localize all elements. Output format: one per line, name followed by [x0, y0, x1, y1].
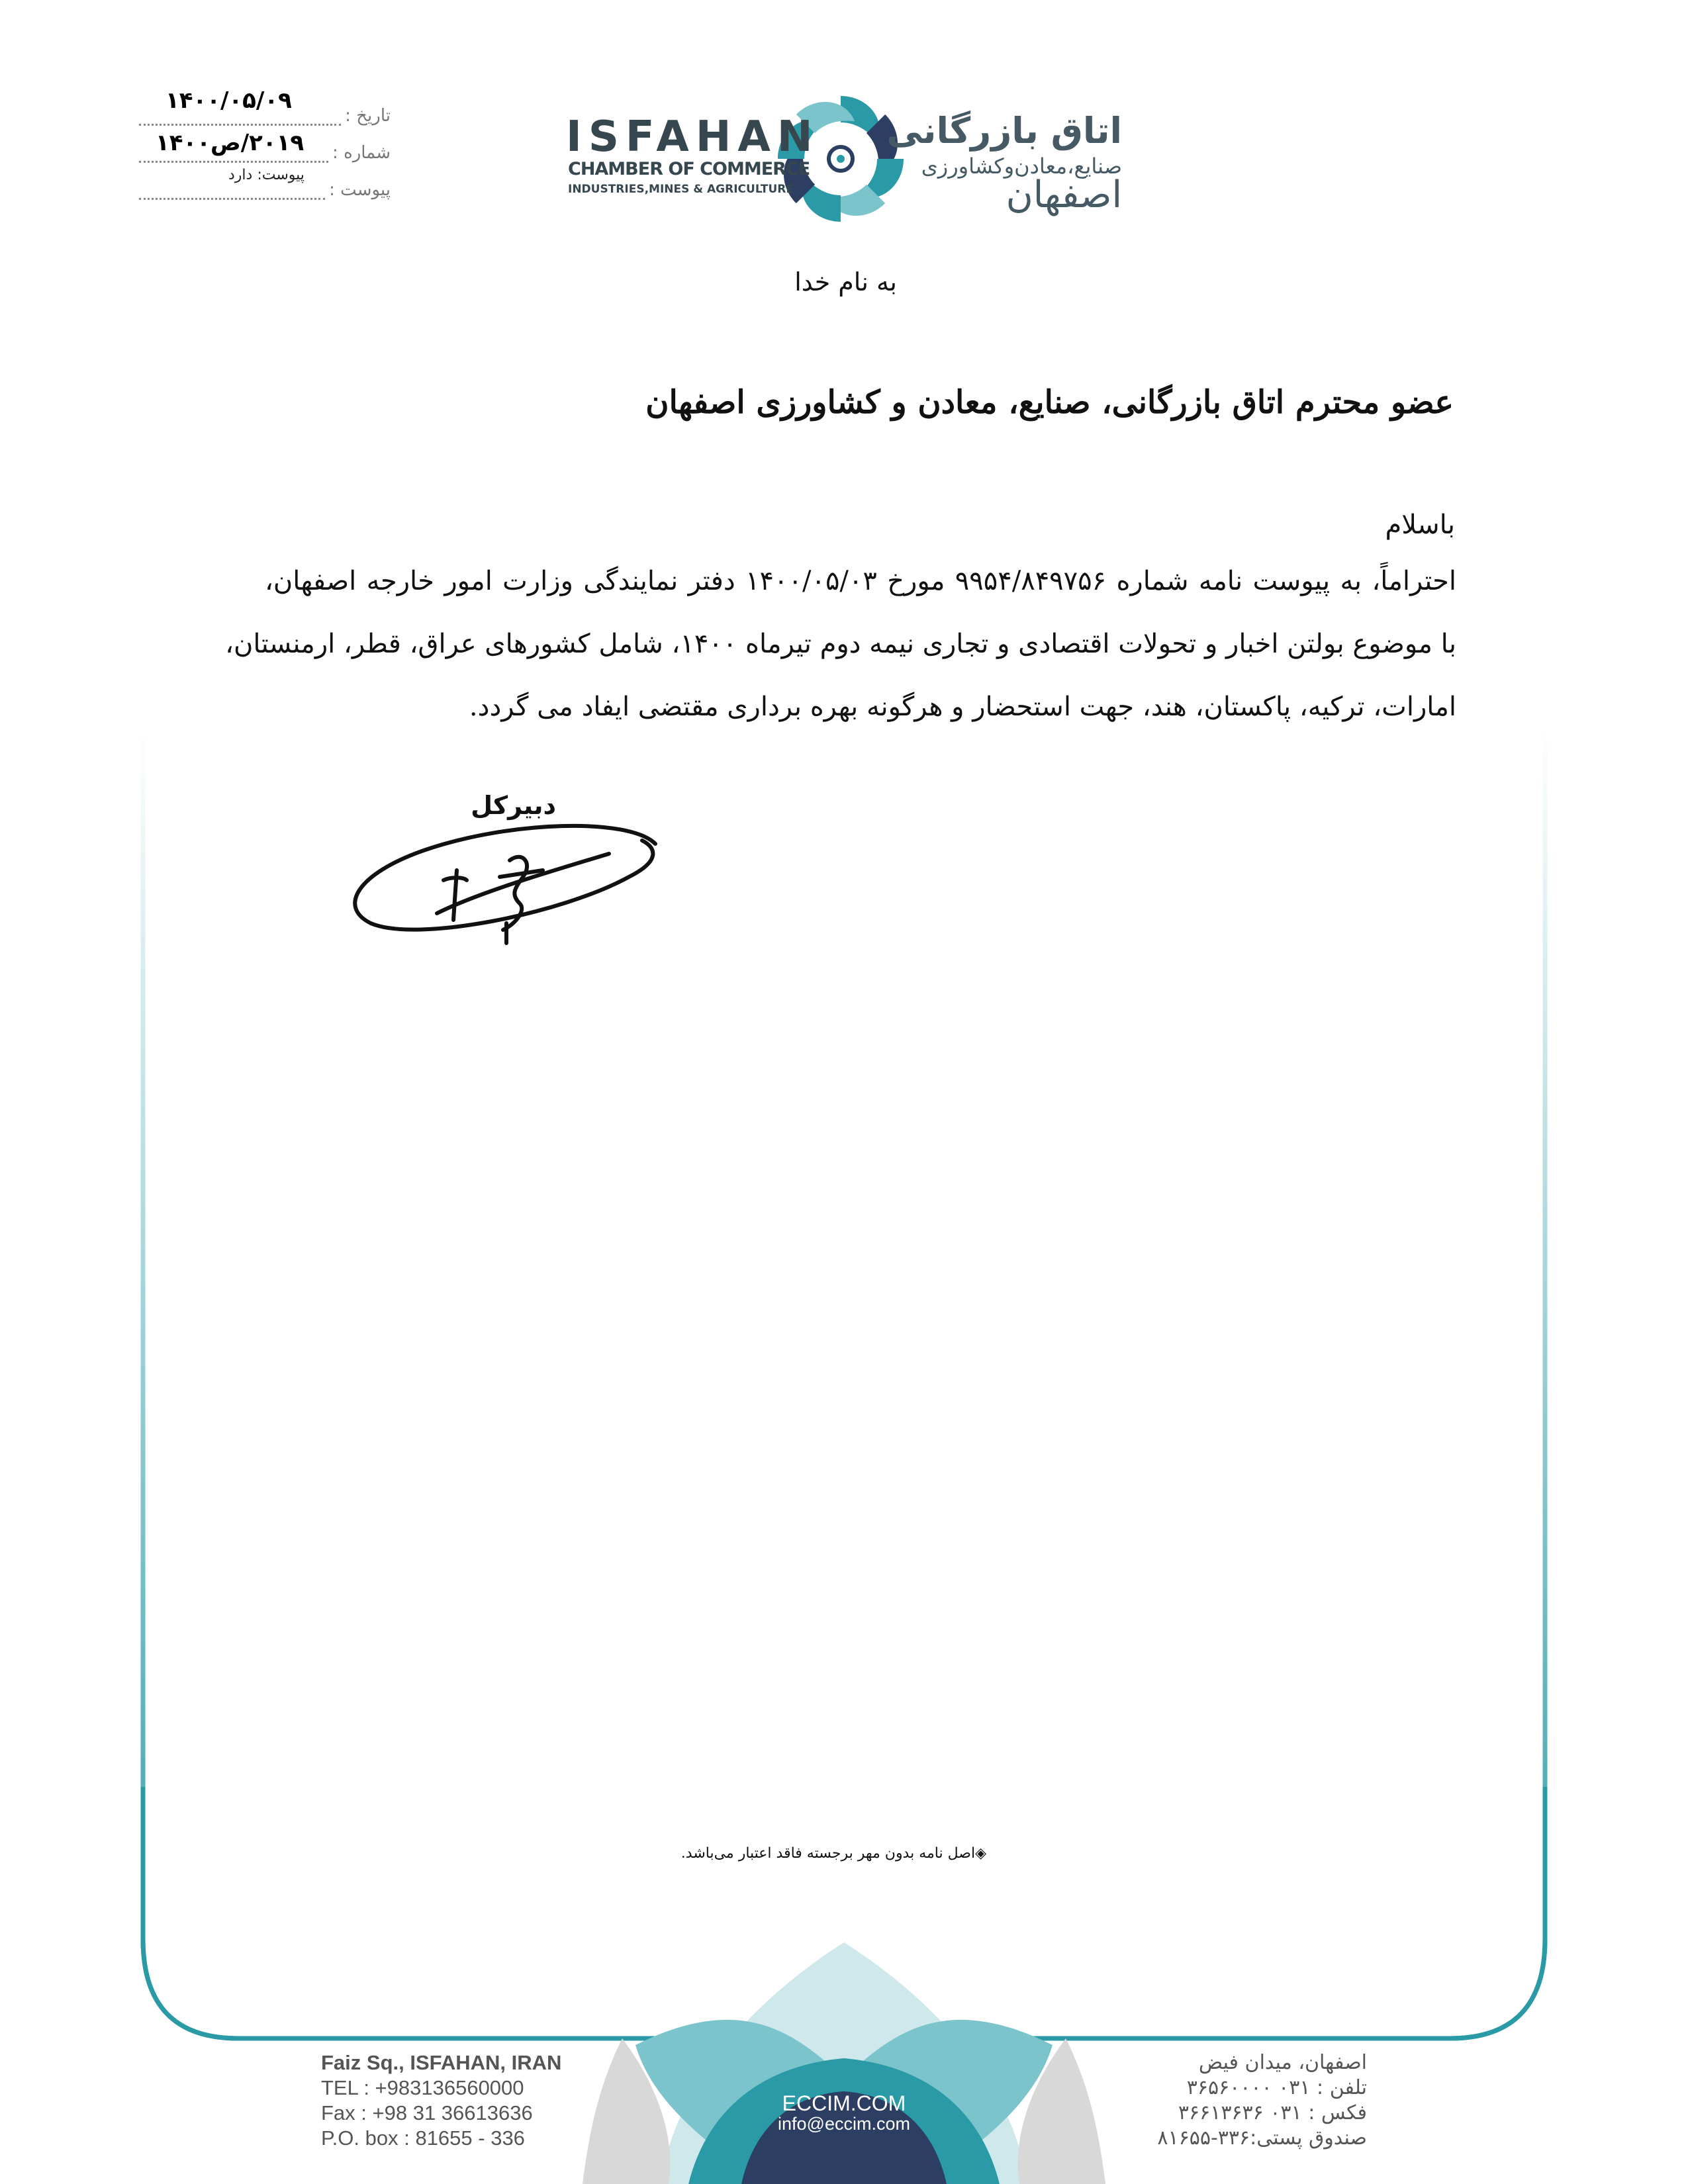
seal-notice-text: اصل نامه بدون مهر برجسته فاقد اعتبار می‌باشد.: [680, 1845, 976, 1862]
body-line-2: با موضوع بولتن اخبار و تحولات اقتصادی و تجاری نیمه دوم تیرماه ۱۴۰۰، شامل کشورهای عراق، قطر، ارمنستان،: [225, 629, 1456, 659]
footer-address-en: Faiz Sq., ISFAHAN, IRAN: [321, 2051, 562, 2074]
recipient-heading: عضو محترم اتاق بازرگانی، صنایع، معادن و کشاورزی اصفهان: [645, 384, 1454, 421]
body-line-3: امارات، ترکیه، پاکستان، هند، جهت استحضار و هرگونه بهره برداری مقتضی ایفاد می گردد.: [469, 692, 1456, 722]
diamond-bullet-icon: ◈: [975, 1845, 986, 1862]
logo-fa-line2: صنایع،معادن‌وکشاورزی: [921, 154, 1122, 179]
seal-notice: [681, 1845, 986, 1862]
footer-email[interactable]: info@eccim.com: [778, 2114, 910, 2134]
date-value: ۱۴۰۰/۰۵/۰۹: [165, 87, 292, 114]
footer-contact-fa: [1157, 2050, 1367, 2151]
footer-rosette-graphic: [583, 1942, 1105, 2184]
logo-fa-line3: اصفهان: [1006, 173, 1122, 216]
body-line-1: احتراماً، به پیوست نامه شماره ۹۹۵۴/۸۴۹۷۵۶ مورخ ۱۴۰۰/۰۵/۰۳ دفتر نمایندگی وزارت امور خارجه اصفهان،: [265, 566, 1456, 596]
logo-latin-line1: CHAMBER OF COMMERCE: [568, 159, 810, 179]
footer-contact-en: [321, 2050, 561, 2151]
logo-fa-line1: اتاق بازرگانی: [886, 110, 1122, 152]
footer-address-fa: اصفهان، میدان فیض: [1198, 2051, 1367, 2074]
number-label: شماره :: [332, 143, 391, 163]
basmala: به نام خدا: [794, 267, 897, 296]
attachment-label: پیوست :: [329, 180, 391, 200]
footer-tel-en: TEL : +983136560000: [321, 2076, 524, 2099]
number-value: ۲۰۱۹/ص۱۴۰۰: [156, 130, 305, 156]
date-label: تاریخ :: [345, 106, 391, 126]
footer-website[interactable]: ECCIM.COM: [782, 2091, 906, 2115]
attachment-value: پیوست: دارد: [228, 167, 305, 183]
footer-pobox-en: P.O. box : 81655 - 336: [321, 2126, 525, 2150]
signature-drawing: [344, 814, 669, 946]
logo-latin-name: ISFAHAN: [566, 113, 820, 161]
logo-latin-line2: INDUSTRIES,MINES & AGRICULTURE: [568, 183, 794, 196]
footer-pobox-fa: صندوق پستی:۳۳۶-۸۱۶۵۵: [1157, 2126, 1367, 2150]
signature-title: دبیرکل: [471, 791, 556, 820]
footer-fax-en: Fax : +98 31 36613636: [321, 2101, 533, 2124]
footer-tel-fa: تلفن : ۰۳۱ ۳۶۵۶۰۰۰۰: [1186, 2076, 1367, 2099]
footer-fax-fa: فکس : ۰۳۱ ۳۶۶۱۳۶۳۶: [1178, 2101, 1367, 2124]
greeting: باسلام: [1385, 510, 1455, 540]
